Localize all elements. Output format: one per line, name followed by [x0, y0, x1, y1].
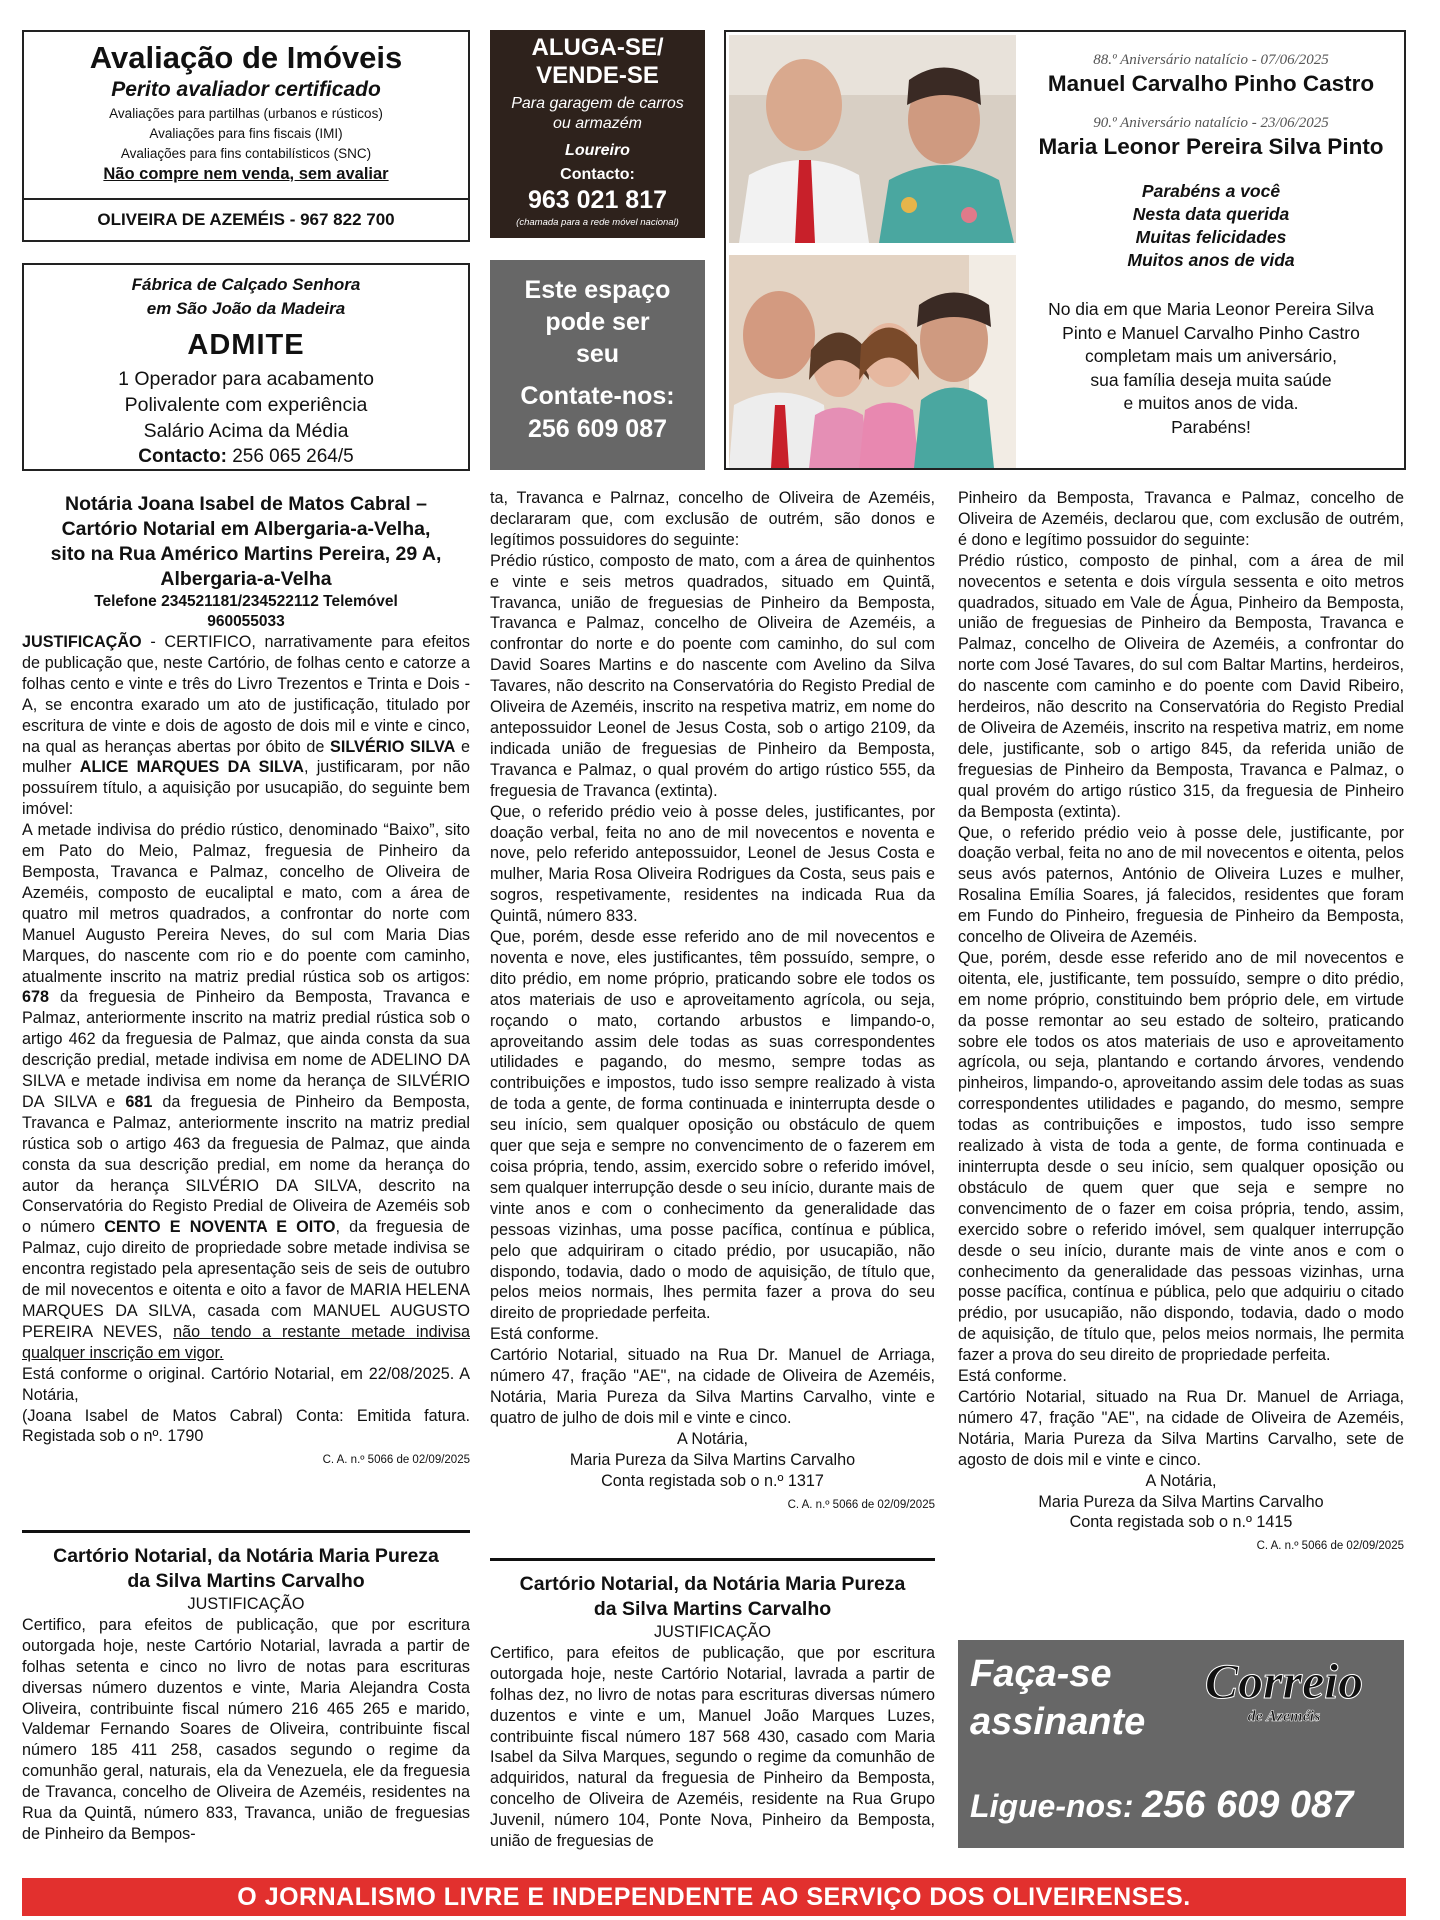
birthday-date-1: 88.º Aniversário natalício - 07/06/2025: [1093, 52, 1329, 68]
ad-headline: [970, 1650, 1145, 1746]
ad-contact: OLIVEIRA DE AZEMÉIS - 967 822 700: [24, 198, 468, 240]
ad-aluga-vende: [490, 30, 705, 238]
notice-ca: C. A. n.º 5066 de 02/09/2025: [787, 1498, 935, 1511]
notice-heading: [22, 492, 470, 592]
headline-line: Faça-se: [970, 1653, 1112, 1695]
ad-header: [24, 273, 468, 321]
ad-phone: 256 609 087: [1142, 1784, 1354, 1826]
notice-pureza-2-continued: [958, 488, 1404, 1557]
ad-avaliacao-imoveis: [22, 30, 470, 242]
birthday-wishes: [1022, 180, 1400, 272]
ad-text-line: pode ser: [545, 308, 650, 336]
notice-paragraph: Cartório Notarial, situado na Rua Dr. Manuel de Arriaga, número 47, fração "AE", na cidade de Oliveira de Azeméis, Notária, Maria Pureza da Silva Martins Carvalho, vinte e quatro de julho de dois mil e vinte e cinco.: [490, 1346, 935, 1427]
notice-heading: [490, 1572, 935, 1622]
notice-pureza-2: [490, 1572, 935, 1852]
contact-value: 256 065 264/5: [232, 446, 354, 467]
notice-lead: JUSTIFICAÇÃO: [22, 633, 142, 651]
message-line: Parabéns!: [1171, 416, 1251, 437]
notice-paragraph: [22, 632, 470, 820]
message-line: sua família deseja muita saúde: [1090, 369, 1332, 390]
ad-desc-line: ou armazém: [553, 115, 642, 132]
message-line: No dia em que Maria Leonor Pereira Silva: [1048, 299, 1374, 319]
heading-line: Albergaria-a-Velha: [160, 568, 332, 590]
notice-ca: C. A. n.º 5066 de 02/09/2025: [1256, 1540, 1404, 1553]
birthday-text: [1022, 32, 1400, 439]
notice-paragraph: Está conforme.: [490, 1325, 599, 1344]
bold-name: ALICE MARQUES DA SILVA: [79, 758, 304, 777]
bold-number: CENTO E NOVENTA E OITO: [104, 1218, 336, 1237]
text-span: , da freguesia de Palmaz, cujo direito de propriedade sobre metade indivisa se encontra registado pela apresentação seis de seis de outubro de mil novecentos e oitenta e oito a favor de MARIA HELENA MARQUES DA SILVA, casada com MANUEL AUGUSTO PEREIRA NEVES,: [22, 1218, 471, 1341]
notice-paragraph: (Joana Isabel de Matos Cabral) Conta: Emitida fatura. Registada sob o nº. 1790: [22, 1406, 470, 1446]
couple-photo: [729, 35, 1016, 243]
wish-line: Muitos anos de vida: [1127, 250, 1295, 270]
notice-paragraph: Certifico, para efeitos de publicação, que por escritura outorgada hoje, neste Cartório Notarial, lavrada a partir de folhas dez, no livro de notas para escrituras diversas número duzentos e vinte e um, Manuel João Marques Luzes, contribuinte fiscal número 187 568 430, casado com Maria Isabel da Silva Marques, segundo o regime da comunhão de adquiridos, natural da freguesia de Pinheiro da Bemposta, concelho de Oliveira de Azeméis, residente na Rua Grupo Juvenil, número 104, Ponte Nova, Pinheiro da Bemposta, união de freguesias de: [490, 1643, 935, 1851]
family-photo: [729, 255, 1016, 468]
signature-line: Conta registada sob o n.º 1415: [1069, 1513, 1293, 1532]
notice-subheading: JUSTIFICAÇÃO: [654, 1623, 771, 1641]
notice-paragraph: Que, o referido prédio veio à posse deles, justificantes, por doação verbal, feita no ano de mil novecentos e noventa e nove, pelo referido antepossuidor, Leonel de Jesus Costa e mulher, Maria Rosa Oliveira Rodrigues da Costa, seus pais e sogros, respetivamente, residentes na indicada Rua da Quintã, número 833.: [490, 802, 935, 926]
ad-line: Avaliações para partilhas (urbanos e rústicos): [109, 106, 383, 121]
ad-warning: Não compre nem venda, sem avaliar: [103, 165, 389, 183]
birthday-date-2: 90.º Aniversário natalício - 23/06/2025: [1093, 115, 1329, 131]
wish-line: Parabéns a você: [1141, 181, 1281, 201]
ad-description: [490, 94, 705, 134]
notice-joana-cabral: [22, 492, 470, 1471]
ad-title-line: ALUGA-SE/: [531, 34, 664, 61]
birthday-message: [1022, 298, 1400, 439]
text-span: da freguesia de Pinheiro da Bemposta, Travanca e Palmaz, anteriormente inscrito na matriz predial rústica sob o artigo 462 da freguesia de Palmaz, que ainda consta da sua descrição predial, metade indivisa em nome de ADELINO DA SILVA e metade indivisa em nome da herança de SILVÉRIO DA SILVA e: [22, 988, 470, 1111]
ad-este-espaco: [490, 260, 705, 470]
notice-paragraph: Que, o referido prédio veio à posse dele, justificante, por doação verbal, feita no ano de mil novecentos e oitenta, pelos seus avós paternos, António de Oliveira Luzes e mulher, Rosalina Emília Soares, já falecidos, residentes que foram em Fundo do Pinheiro, freguesia de Pinheiro da Bemposta, concelho de Oliveira de Azeméis.: [958, 823, 1404, 947]
notice-signature: [958, 1471, 1404, 1534]
notice-pureza-1: [22, 1544, 470, 1845]
heading-line: da Silva Martins Carvalho: [127, 1570, 365, 1592]
ad-contact: [24, 446, 468, 468]
ad-note: (chamada para a rede móvel nacional): [516, 217, 679, 228]
footer-banner: O JORNALISMO LIVRE E INDEPENDENTE AO SERVIÇO DOS OLIVEIRENSES.: [22, 1878, 1406, 1916]
ad-phone: 256 609 087: [527, 415, 668, 443]
notice-signature: [490, 1429, 935, 1492]
ad-desc-line: Para garagem de carros: [511, 95, 684, 112]
ad-cta: Contate-nos:: [520, 382, 675, 410]
text-span: da freguesia de Pinheiro da Bemposta, Travanca e Palmaz, anteriormente inscrito na matriz predial rústica sob o artigo 463 da freguesia de Palmaz, que ainda consta da sua descrição predial, em nome da herança do autor da herança SILVÉRIO DA SILVA, descrito na Conservatória do Registo Predial de Oliveira de Azeméis sob o número: [22, 1092, 470, 1237]
notice-phones: [22, 592, 470, 632]
wish-line: Muitas felicidades: [1135, 227, 1287, 247]
ad-line: Avaliações para fins contabilísticos (SNC): [120, 146, 372, 161]
ad-title: [490, 34, 705, 90]
message-line: e muitos anos de vida.: [1123, 393, 1299, 413]
ad-phone: 963 021 817: [527, 186, 668, 214]
bold-article: 681: [125, 1092, 153, 1111]
phone-line: 960055033: [207, 613, 285, 630]
heading-line: Cartório Notarial, da Notária Maria Pureza: [53, 1545, 439, 1567]
wish-line: Nesta data querida: [1132, 204, 1290, 224]
text-span: A metade indivisa do prédio rústico, denominado “Baixo”, sito em Pato do Meio, Palmaz, freguesia de Pinheiro da Bemposta, Travanca e Palmaz, concelho de Oliveira de Azeméis, composto de eucaliptal e mato, com a área de quatro mil metros quadrados, a confrontar do norte com Manuel Augusto Pereira Neves, do sul com Maria Dias Marques, do nascente com rio e do poente com caminho, atualmente inscrito na matriz predial rústica sob os artigos:: [22, 821, 470, 986]
ad-line: Avaliações para fins fiscais (IMI): [149, 126, 343, 141]
notice-ca: C. A. n.º 5066 de 02/09/2025: [322, 1454, 470, 1467]
ad-title: Avaliação de Imóveis: [89, 40, 403, 75]
ad-header-line: Fábrica de Calçado Senhora: [131, 275, 361, 294]
heading-line: Cartório Notarial, da Notária Maria Pureza: [519, 1573, 906, 1595]
divider: [22, 1530, 470, 1533]
notice-paragraph: Pinheiro da Bemposta, Travanca e Palmaz, concelho de Oliveira de Azeméis, declarou que, com exclusão de outrém, é dono e legítimo possuidor do seguinte:: [958, 489, 1404, 549]
signature-line: Conta registada sob o n.º 1317: [601, 1471, 824, 1490]
notice-heading: [22, 1544, 470, 1594]
notice-paragraph: ta, Travanca e Palrnaz, concelho de Oliveira de Azeméis, declararam que, com exclusão de outrém, são donos e legítimos possuidores do seguinte:: [490, 489, 935, 549]
heading-line: da Silva Martins Carvalho: [593, 1598, 832, 1620]
notice-paragraph: [22, 820, 470, 1364]
heading-line: Cartório Notarial em Albergaria-a-Velha,: [61, 518, 431, 540]
ad-aniversario: [724, 30, 1406, 470]
ad-text-line: Este espaço: [524, 276, 671, 304]
birthday-name-1: Manuel Carvalho Pinho Castro: [1047, 71, 1375, 96]
notice-paragraph: Que, porém, desde esse referido ano de mil novecentos e oitenta, ele, justificante, tem possuído, sempre o dito prédio, em nome próprio, constituindo bem próprio dele, em virtude da posse remontar ao seu estado de solteiro, praticando sobre ele todos os atos materiais de uso e aproveitamento agrícola, ou seja, plantando e cortando árvores, vendendo pinheiros, limpando-o, aproveitando assim dele todas as suas correspondentes utilidades e pagando, do mesmo, sempre todas as contribuições e impostos, tudo isso sempre realizado à vista de toda a gente, de forma continuada e ininterrupta desde o seu início, sem qualquer oposição ou obstáculo de quem quer que seja e sempre no convencimento de o fazer em coisa própria, tendo, assim, exercido sobre o referido imóvel, sem qualquer interrupção desde o seu início, durante mais de vinte anos e com o conhecimento da generalidade das pessoas vizinhas, urna posse pacífica, contínua e pública, pelo que adquiriu o citado prédio, por usucapião, não dispondo, todavia, dado o modo de aquisição, de título que, pelos meios normais, lhe permita fazer a prova do seu direito de propriedade perfeita.: [958, 948, 1404, 1365]
ad-line: 1 Operador para acabamento: [118, 368, 374, 390]
notice-paragraph: Prédio rústico, composto de pinhal, com a área de mil novecentos e setenta e dois vírgula sessenta e oito metros quadrados, situado em Vale de Água, Pinheiro da Bemposta, união de freguesias de Pinheiro da Bemposta, Travanca e Palmaz, concelho de Oliveira de Azeméis, a confrontar do norte com José Tavares, do sul com Baltar Martins, herdeiros, do nascente com caminho e do poente com David Ribeiro, herdeiros, não descrito na Conservatória do Registo Predial de Oliveira de Azeméis, inscrito na respetiva matriz, em nome dele, justificante, sob o artigo 845, da referida união de freguesias de Pinheiro da Bemposta, Travanca e Palmaz, o qual provém do artigo rústico 315, da freguesia de Pinheiro da Bemposta (extinta).: [958, 551, 1404, 821]
bold-name: SILVÉRIO SILVA: [330, 737, 456, 756]
ad-line: Polivalente com experiência: [124, 394, 368, 416]
text-span: e mulher: [22, 737, 470, 777]
headline-line: assinante: [970, 1701, 1146, 1743]
ad-line: Salário Acima da Média: [143, 420, 349, 442]
ad-fabrica-calcado: [22, 263, 470, 471]
notice-subheading: JUSTIFICAÇÃO: [187, 1595, 305, 1613]
ad-title-line: VENDE-SE: [536, 62, 659, 89]
notice-pureza-1-continued: [490, 488, 935, 1515]
signature-line: Maria Pureza da Silva Martins Carvalho: [569, 1450, 856, 1469]
ad-contact-label: Contacto:: [560, 166, 635, 183]
birthday-name-2: Maria Leonor Pereira Silva Pinto: [1038, 134, 1384, 159]
ad-text-line: seu: [575, 340, 620, 368]
text-span: - CERTIFICO, narrativamente para efeitos de publicação que, neste Cartório, de folhas cento e catorze a folhas cento e vinte e três do Livro Trezentos e Trinta e Dois - A, se encontra exarado um ato de justificação, titulado por escritura de vinte e dois de agosto de dois mil e vinte e cinco, na qual as heranças abertas por óbito de: [22, 633, 470, 756]
ad-cta: Ligue-nos:: [970, 1788, 1134, 1824]
ad-place: Loureiro: [565, 142, 630, 159]
contact-label: Contacto:: [138, 446, 227, 467]
signature-line: A Notária,: [676, 1429, 749, 1448]
ad-assinante: [958, 1640, 1404, 1848]
divider: [490, 1558, 935, 1561]
ad-lines: [24, 104, 468, 164]
notice-paragraph: Está conforme o original. Cartório Notarial, em 22/08/2025. A Notária,: [22, 1364, 470, 1404]
phone-line: Telefone 234521181/234522112 Telemóvel: [94, 593, 398, 610]
message-line: completam mais um aniversário,: [1085, 346, 1337, 366]
heading-line: sito na Rua Américo Martins Pereira, 29 A,: [50, 543, 442, 565]
text-span: , justificaram, por não possuírem título, a aquisição por usucapião, do seguinte bem imóvel:: [22, 758, 471, 819]
correio-logo: [1172, 1654, 1396, 1726]
logo-text: Correio: [1204, 1653, 1364, 1709]
notice-paragraph: Certifico, para efeitos de publicação, que por escritura outorgada hoje, neste Cartório Notarial, lavrada a partir de folhas setenta e cinco no livro de notas para escrituras diversas número duzentos e vinte, Maria Alejandra Costa Oliveira, contribuinte fiscal número 216 465 265 e marido, Valdemar Fernando Soares de Oliveira, contribuinte fiscal número 185 411 258, casados segundo o regime da comunhão geral, naturais, ela da Venezuela, ele da freguesia de Travanca, concelho de Oliveira de Azeméis, residentes na Rua da Quintã, número 833, Travanca, união de freguesias de Pinheiro da Bempos-: [22, 1615, 470, 1843]
notice-paragraph: Está conforme.: [958, 1367, 1067, 1386]
underlined-text: não tendo a restante metade indivisa qualquer inscrição em vigor.: [22, 1322, 470, 1362]
bold-article: 678: [22, 988, 50, 1007]
heading-line: Notária Joana Isabel de Matos Cabral –: [65, 493, 427, 515]
logo-subtext: de Azeméis: [1247, 1708, 1321, 1725]
ad-subtitle: Perito avaliador certificado: [111, 78, 381, 101]
notice-paragraph: Cartório Notarial, situado na Rua Dr. Manuel de Arriaga, número 47, fração "AE", na cidade de Oliveira de Azeméis, Notária, Maria Pureza da Silva Martins Carvalho, sete de agosto de dois mil e vinte e cinco.: [958, 1387, 1404, 1469]
ad-lines: [24, 366, 468, 444]
message-line: Pinto e Manuel Carvalho Pinho Castro: [1062, 322, 1360, 343]
ad-headline: ADMITE: [187, 329, 305, 361]
ad-text: [490, 274, 705, 370]
notice-paragraph: Prédio rústico, composto de mato, com a área de quinhentos e vinte e seis metros quadrados, situado em Quintã, Travanca, união de freguesias de Pinheiro da Bemposta, Travanca e Palmaz, concelho de Oliveira de Azeméis, a confrontar do norte e do poente com caminho, do sul com David Soares Martins e do nascente com Avelino da Silva Tavares, não descrito na Conservatória do Registo Predial de Oliveira de Azeméis, inscrito na respetiva matriz, em nome do antepossuidor Leonel de Jesus Costa, sob o artigo 2109, da indicada união de freguesias de Pinheiro da Bemposta, Travanca e Palmaz, o qual provém do artigo rústico 555, da freguesia de Travanca (extinta).: [490, 551, 935, 800]
notice-paragraph: Que, porém, desde esse referido ano de mil novecentos e noventa e nove, eles justificantes, têm possuído, sempre, o dito prédio, em nome próprio, praticando sobre ele todos os atos materiais de uso e aproveitamento agrícola, ou seja, roçando o mato, cortando arbustos e limpando-o, aproveitando assim dele todas as suas correspondentes utilidades e pagando, do mesmo, sempre todas as contribuições e impostos, tudo isso sempre realizado à vista de toda a gente, de forma continuada e ininterrupta desde o seu início, sem qualquer oposição ou obstáculo de quem quer que seja e sempre no convencimento de o fazerem em coisa própria, tendo, assim, exercido sobre o referido imóvel, sem qualquer interrupção desde o seu início, durante mais de vinte anos e com o conhecimento da generalidade das pessoas vizinhas, uma posse pacífica, contínua e pública, pelo que adquiriram o citado prédio, por usucapião, não dispondo, todavia, dado o modo de aquisição, de título que, pelos meios normais, lhes permita fazer a prova do seu direito de propriedade perfeita.: [490, 928, 935, 1323]
ad-header-line: em São João da Madeira: [146, 299, 346, 318]
signature-line: Maria Pureza da Silva Martins Carvalho: [1038, 1492, 1324, 1511]
signature-line: A Notária,: [1145, 1471, 1217, 1490]
